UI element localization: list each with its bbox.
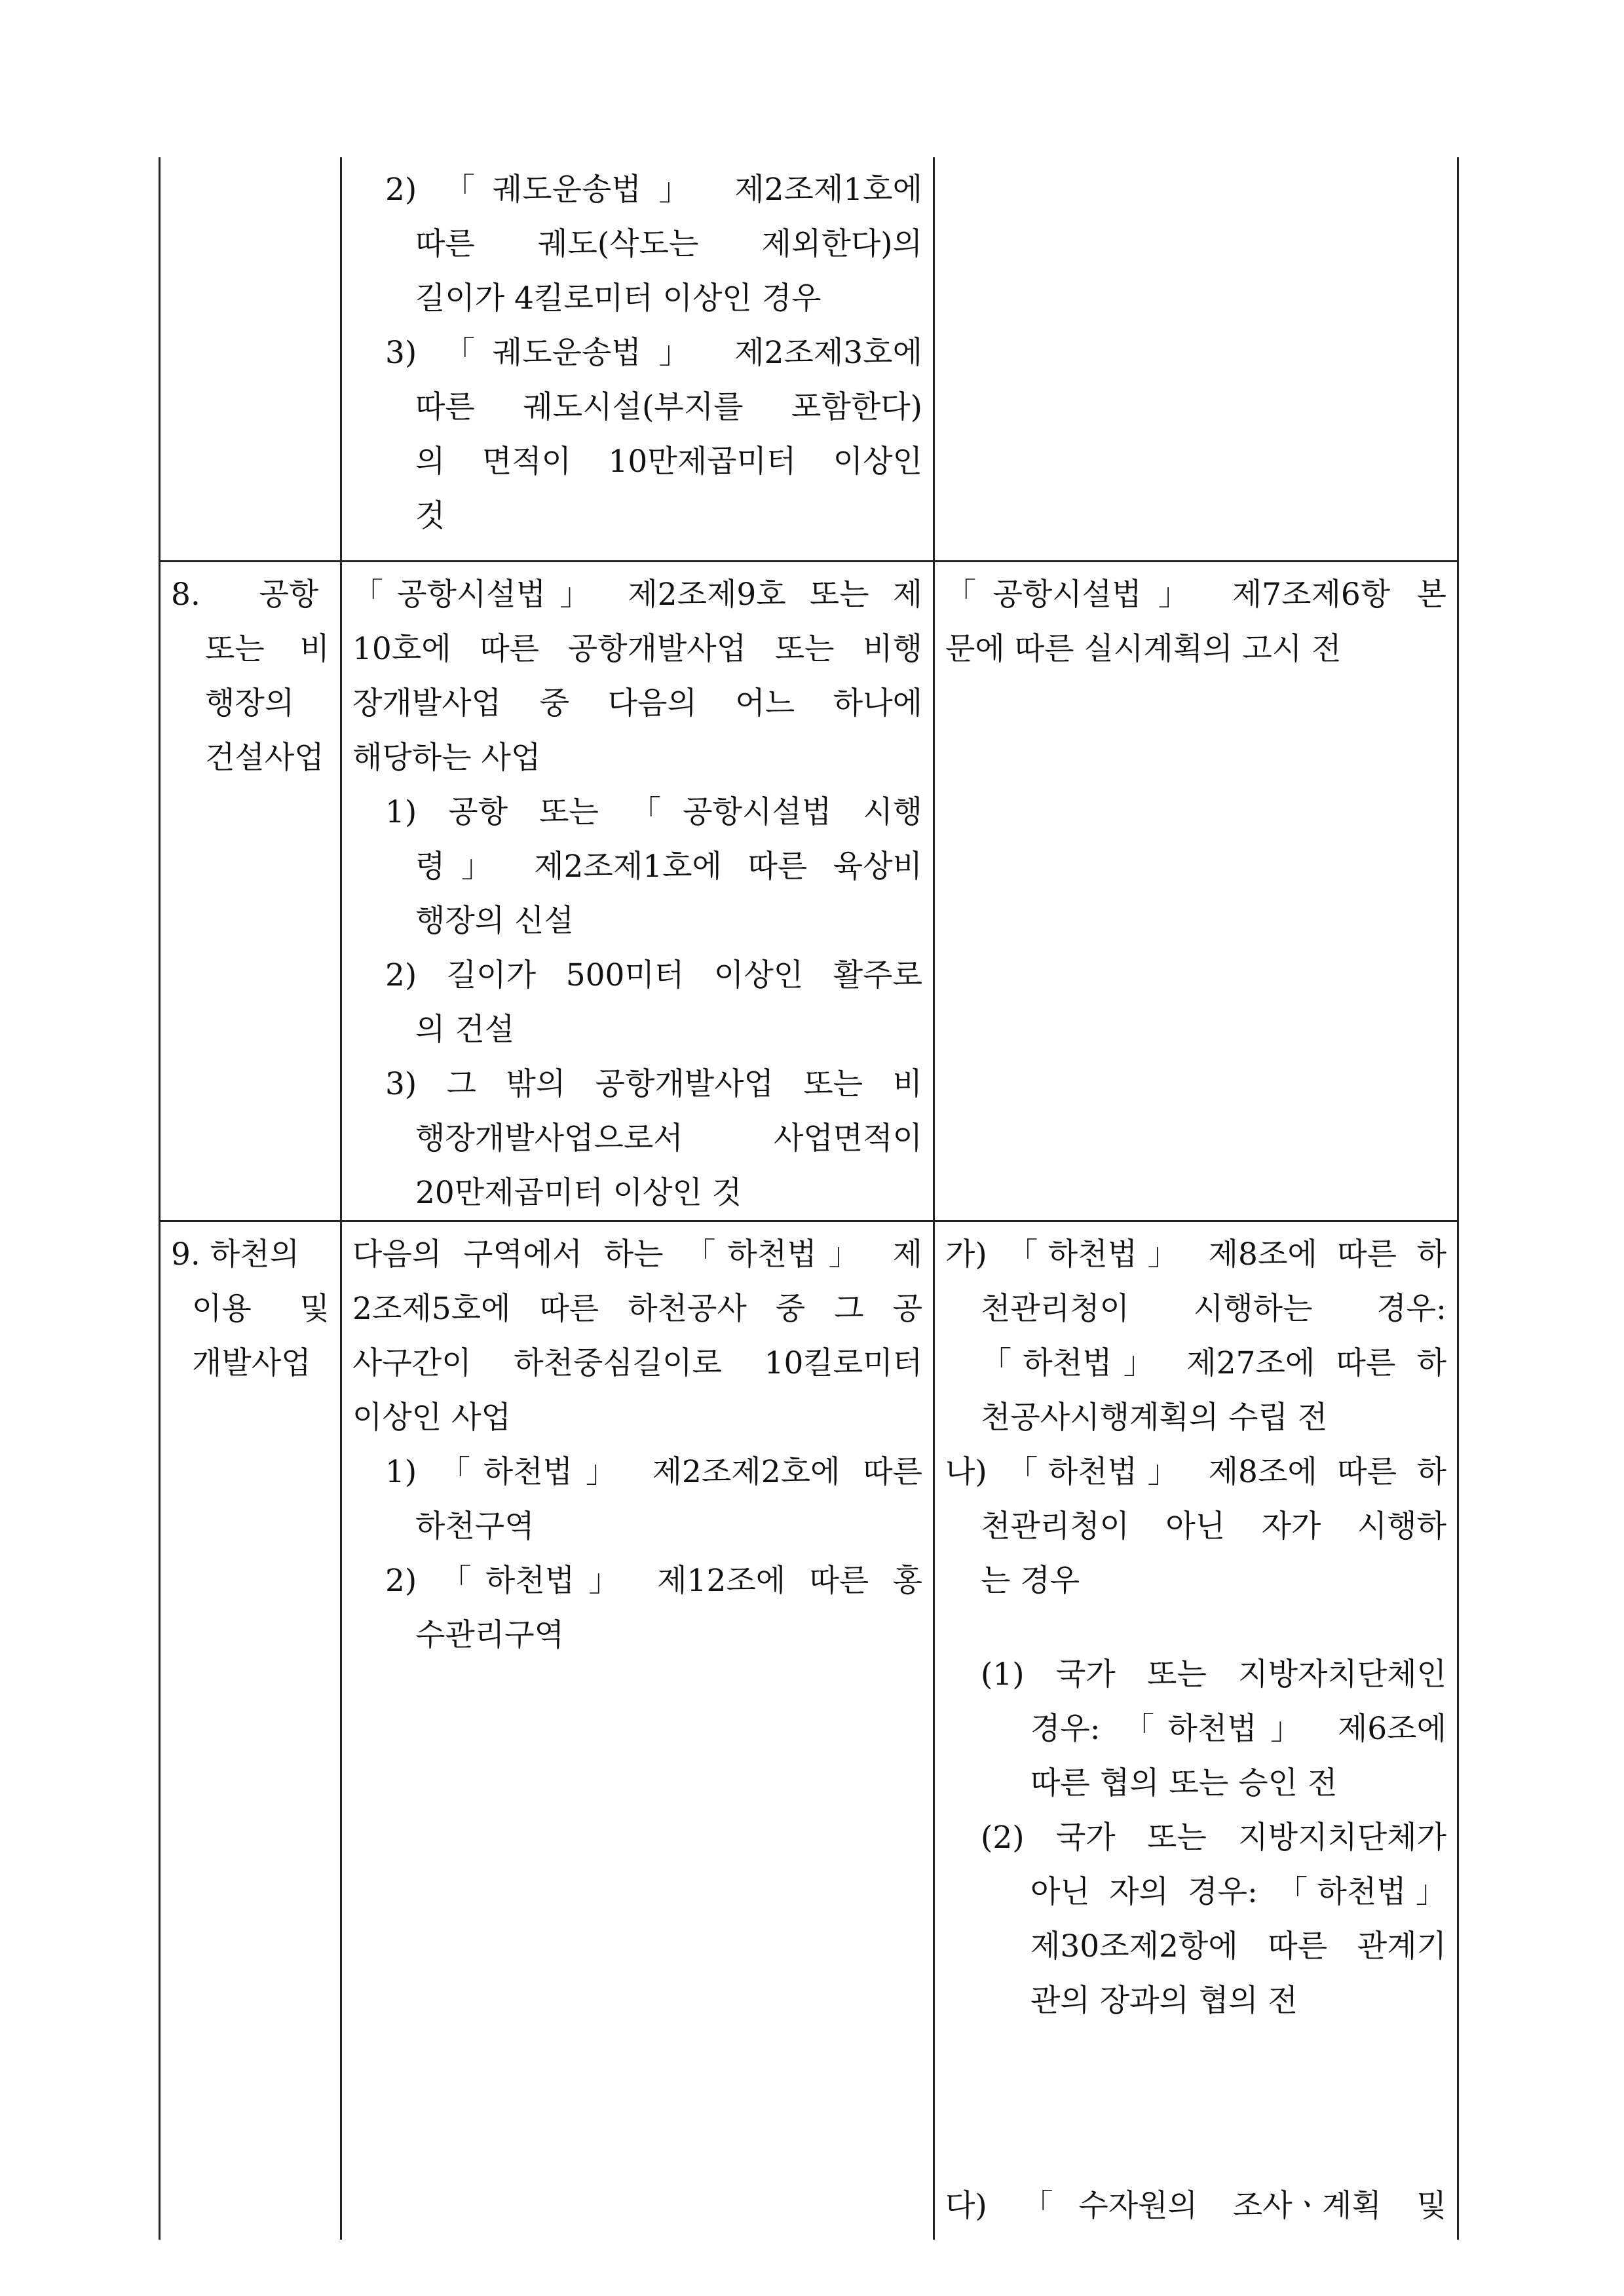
- timing-line: 따른 협의 또는 승인 전: [1030, 1765, 1338, 1801]
- table-row: [160, 562, 1458, 1221]
- table-row: [160, 1221, 1458, 2240]
- regulation-table: [159, 157, 1459, 2240]
- description-line: 따른 궤도(삭도는 제외한다)의: [415, 226, 922, 262]
- description-line: 「공항시설법」 제2조제9호 또는 제: [352, 577, 922, 613]
- category-line: 행장의: [205, 685, 295, 721]
- description-line: 1) 「하천법」 제2조제2호에 따른: [385, 1454, 922, 1490]
- description-line: 3) 「궤도운송법」 제2조제3호에: [385, 335, 922, 371]
- description-line: 1) 공항 또는 「공항시설법 시행: [385, 794, 922, 830]
- category-line: 이용 및: [192, 1291, 330, 1327]
- description-line: 의 건설: [415, 1012, 515, 1048]
- timing-line: 는 경우: [981, 1563, 1080, 1599]
- description-line: 행장의 신설: [415, 903, 574, 939]
- description-line: 따른 궤도시설(부지를 포함한다): [415, 389, 922, 425]
- timing-cell: [934, 562, 1458, 1221]
- timing-line: (2) 국가 또는 지방지치단체가: [981, 1820, 1446, 1856]
- description-line: 해당하는 사업: [352, 740, 541, 776]
- category-line: 개발사업: [192, 1345, 311, 1381]
- category-line: 9. 하천의: [171, 1236, 299, 1272]
- category-line: 건설사업: [205, 740, 324, 776]
- description-line: 10호에 따른 공항개발사업 또는 비행: [352, 631, 922, 667]
- description-cell: [341, 562, 934, 1221]
- timing-line: 문에 따른 실시계획의 고시 전: [945, 631, 1342, 667]
- timing-line: 다) 「수자원의 조사ㆍ계획 및: [945, 2188, 1446, 2224]
- description-cell: [341, 1221, 934, 2240]
- description-line: 이상인 사업: [352, 1400, 511, 1436]
- description-line: 행장개발사업으로서 사업면적이: [415, 1120, 922, 1157]
- description-line: 다음의 구역에서 하는 「하천법」 제: [352, 1236, 922, 1272]
- description-line: 것: [415, 498, 445, 534]
- timing-line: 「공항시설법」 제7조제6항 본: [945, 577, 1446, 613]
- table-row: [160, 157, 1458, 562]
- category-cell: [160, 1221, 341, 2240]
- timing-cell: [934, 157, 1458, 562]
- timing-line: 제30조제2항에 따른 관계기: [1030, 1928, 1446, 1964]
- description-line: 2) 「궤도운송법」 제2조제1호에: [385, 172, 922, 208]
- category-cell: [160, 562, 341, 1221]
- timing-line: 아닌 자의 경우: 「하천법」: [1030, 1874, 1446, 1910]
- description-line: 2조제5호에 따른 하천공사 중 그 공: [352, 1291, 922, 1327]
- description-line: 20만제곱미터 이상인 것: [415, 1175, 742, 1211]
- timing-line: 경우: 「하천법」 제6조에: [1030, 1711, 1446, 1747]
- timing-line: 천관리청이 아닌 자가 시행하: [981, 1508, 1446, 1544]
- timing-line: 천관리청이 시행하는 경우:: [981, 1291, 1446, 1327]
- description-line: 장개발사업 중 다음의 어느 하나에: [352, 685, 922, 721]
- description-line: 3) 그 밖의 공항개발사업 또는 비: [385, 1066, 922, 1102]
- timing-line: 가) 「하천법」 제8조에 따른 하: [945, 1236, 1446, 1272]
- description-line: 2) 길이가 500미터 이상인 활주로: [385, 957, 922, 993]
- timing-line: 「하천법」 제27조에 따른 하: [981, 1345, 1446, 1381]
- category-cell: [160, 157, 341, 562]
- description-line: 사구간이 하천중심길이로 10킬로미터: [352, 1345, 922, 1381]
- timing-line: 천공사시행계획의 수립 전: [981, 1400, 1328, 1436]
- timing-line: (1) 국가 또는 지방자치단체인: [981, 1656, 1446, 1693]
- description-cell: [341, 157, 934, 562]
- category-line: 또는 비: [205, 631, 330, 667]
- description-line: 2) 「하천법」 제12조에 따른 홍: [385, 1563, 922, 1599]
- description-line: 령」 제2조제1호에 따른 육상비: [415, 849, 922, 885]
- description-line: 수관리구역: [415, 1617, 565, 1653]
- category-line: 8. 공항: [171, 577, 319, 613]
- description-line: 의 면적이 10만제곱미터 이상인: [415, 444, 922, 480]
- description-line: 하천구역: [415, 1508, 535, 1544]
- timing-line: 나) 「하천법」 제8조에 따른 하: [945, 1454, 1446, 1490]
- timing-line: 관의 장과의 협의 전: [1030, 1983, 1298, 2019]
- timing-cell: [934, 1221, 1458, 2240]
- description-line: 길이가 4킬로미터 이상인 경우: [415, 280, 821, 316]
